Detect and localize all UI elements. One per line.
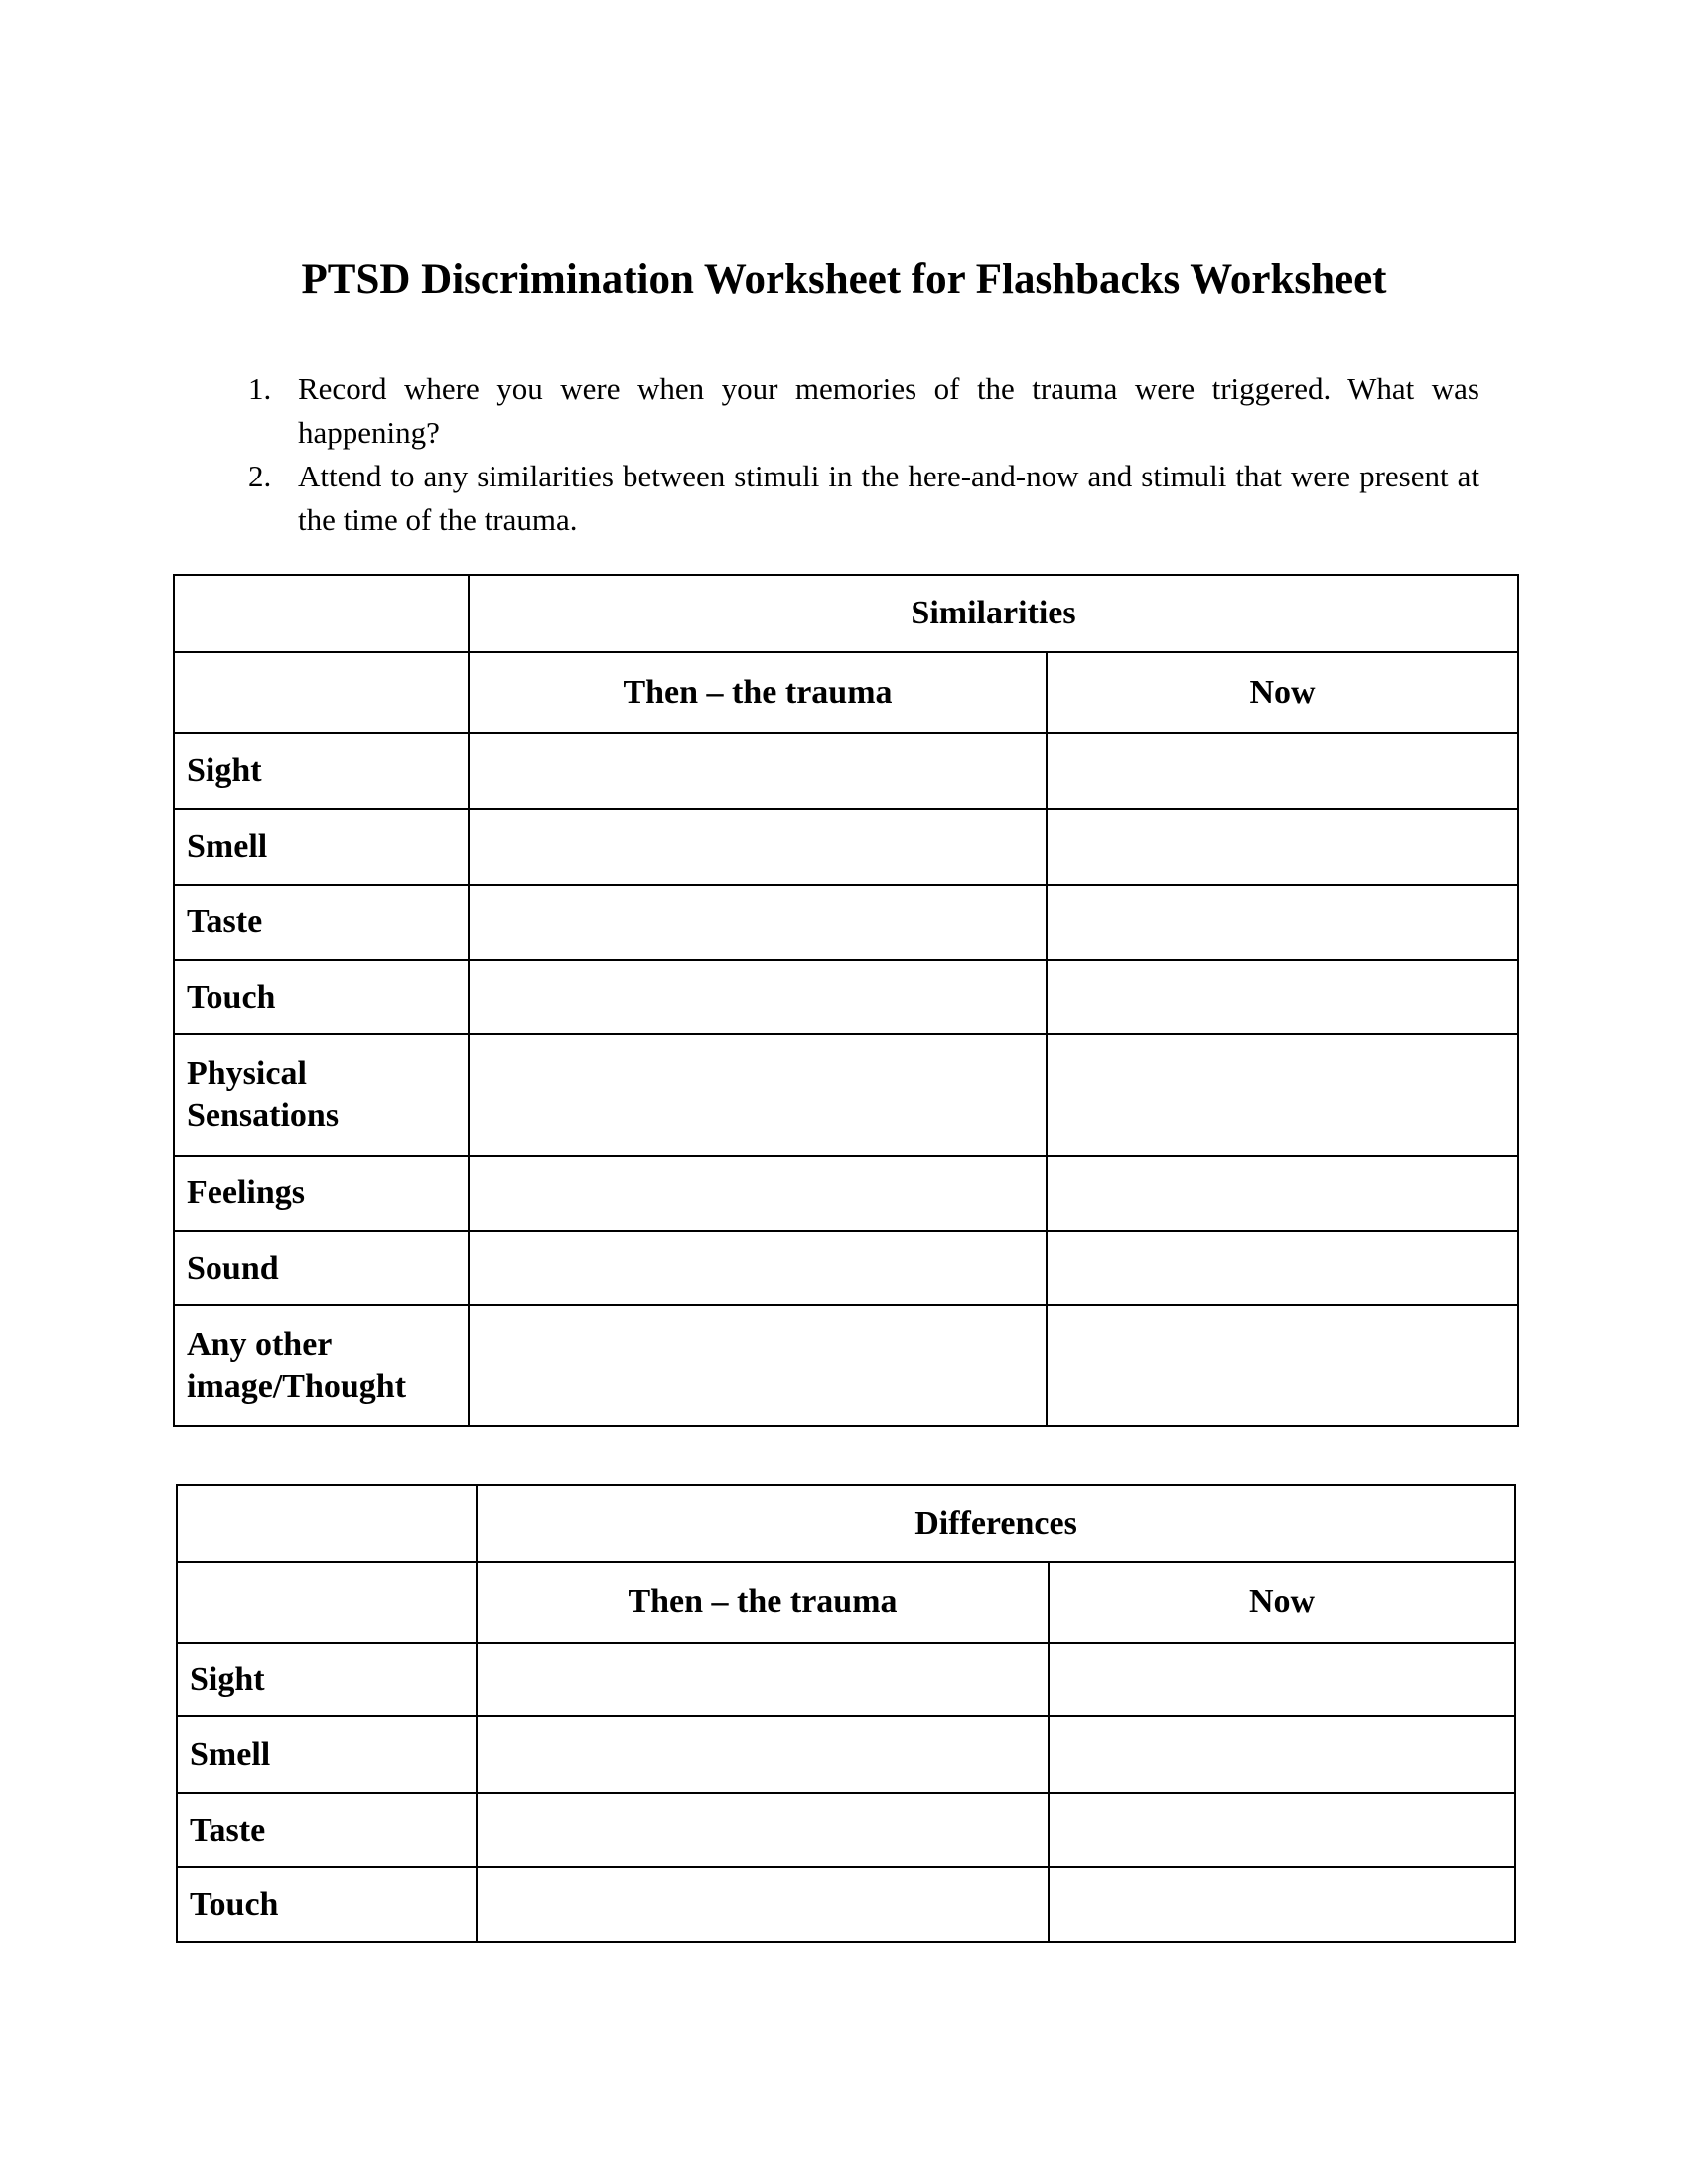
table-subheader-row	[174, 652, 1518, 733]
table-row	[174, 809, 1518, 885]
table-row	[174, 1231, 1518, 1305]
differences-heading: Differences	[477, 1485, 1515, 1562]
empty-header-cell	[174, 652, 469, 733]
instructions-list	[248, 367, 1479, 542]
empty-header-cell	[177, 1485, 477, 1562]
column-header-now: Now	[1047, 652, 1518, 733]
table-row	[177, 1716, 1515, 1793]
similarities-heading: Similarities	[469, 575, 1518, 652]
instruction-number: 1.	[248, 371, 272, 406]
then-entry-cell[interactable]	[477, 1643, 1049, 1716]
table-row	[174, 1156, 1518, 1231]
then-entry-cell[interactable]	[469, 1034, 1047, 1156]
table-row	[177, 1867, 1515, 1942]
now-entry-cell[interactable]	[1047, 733, 1518, 809]
table-subheader-row	[177, 1562, 1515, 1643]
similarities-table	[173, 574, 1519, 1427]
page-title: PTSD Discrimination Worksheet for Flashbacks Worksheet	[301, 256, 1387, 303]
then-entry-cell[interactable]	[469, 1231, 1047, 1305]
then-entry-cell[interactable]	[477, 1716, 1049, 1793]
instruction-item	[248, 455, 1479, 542]
table-row	[174, 733, 1518, 809]
then-entry-cell[interactable]	[469, 960, 1047, 1034]
then-entry-cell[interactable]	[469, 733, 1047, 809]
table-row	[177, 1793, 1515, 1867]
empty-header-cell	[177, 1562, 477, 1643]
row-label: Smell	[174, 809, 469, 885]
now-entry-cell[interactable]	[1047, 1034, 1518, 1156]
row-label: Sound	[174, 1231, 469, 1305]
row-label: Physical Sensations	[174, 1034, 469, 1156]
instruction-item	[248, 367, 1479, 455]
then-entry-cell[interactable]	[469, 885, 1047, 960]
differences-table	[176, 1484, 1516, 1943]
row-label: Touch	[174, 960, 469, 1034]
instruction-text: Record where you were when your memories of the trauma were triggered. What was happening?	[298, 371, 1479, 450]
table-row	[174, 885, 1518, 960]
now-entry-cell[interactable]	[1047, 1231, 1518, 1305]
now-entry-cell[interactable]	[1047, 960, 1518, 1034]
row-label: Smell	[177, 1716, 477, 1793]
now-entry-cell[interactable]	[1049, 1643, 1515, 1716]
instruction-number: 2.	[248, 459, 272, 493]
table-header-row	[174, 575, 1518, 652]
empty-header-cell	[174, 575, 469, 652]
now-entry-cell[interactable]	[1047, 809, 1518, 885]
then-entry-cell[interactable]	[469, 1305, 1047, 1426]
then-entry-cell[interactable]	[469, 809, 1047, 885]
now-entry-cell[interactable]	[1049, 1716, 1515, 1793]
then-entry-cell[interactable]	[477, 1793, 1049, 1867]
table-row	[177, 1643, 1515, 1716]
row-label: Taste	[177, 1793, 477, 1867]
then-entry-cell[interactable]	[469, 1156, 1047, 1231]
row-label: Sight	[174, 733, 469, 809]
row-label: Any other image/Thought	[174, 1305, 469, 1426]
now-entry-cell[interactable]	[1047, 1156, 1518, 1231]
now-entry-cell[interactable]	[1047, 1305, 1518, 1426]
column-header-then: Then – the trauma	[477, 1562, 1049, 1643]
column-header-now: Now	[1049, 1562, 1515, 1643]
table-row	[174, 1034, 1518, 1156]
row-label: Taste	[174, 885, 469, 960]
table-row	[174, 960, 1518, 1034]
table-header-row	[177, 1485, 1515, 1562]
row-label: Sight	[177, 1643, 477, 1716]
then-entry-cell[interactable]	[477, 1867, 1049, 1942]
row-label: Feelings	[174, 1156, 469, 1231]
now-entry-cell[interactable]	[1049, 1793, 1515, 1867]
table-row	[174, 1305, 1518, 1426]
row-label: Touch	[177, 1867, 477, 1942]
now-entry-cell[interactable]	[1049, 1867, 1515, 1942]
column-header-then: Then – the trauma	[469, 652, 1047, 733]
now-entry-cell[interactable]	[1047, 885, 1518, 960]
instruction-text: Attend to any similarities between stimuli in the here-and-now and stimuli that were present at the time of the trauma.	[298, 459, 1479, 537]
